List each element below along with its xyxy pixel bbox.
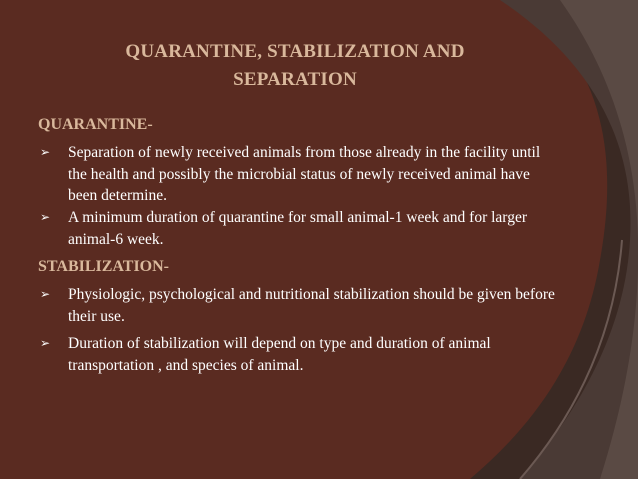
bullet-item [40,333,560,376]
bullet-item [40,207,560,250]
bullet-arrow-icon: ➢ [40,210,51,224]
bullet-text: A minimum duration of quarantine for small animal-1 week and for larger animal-6 week. [68,209,527,248]
bullet-arrow-icon: ➢ [40,145,51,159]
bullet-item [40,142,560,207]
bullet-item [40,284,560,327]
slide-title-line-2: SEPARATION [233,69,357,90]
slide-title [90,38,500,94]
bullet-arrow-icon: ➢ [40,336,51,350]
section-heading-quarantine: QUARANTINE- [38,116,153,133]
bullet-text: Separation of newly received animals from those already in the facility until the health and possibly the microbial status of newly received animal have been determine. [68,144,541,204]
slide-title-line-1: QUARANTINE, STABILIZATION AND [125,41,465,62]
bullet-text: Physiologic, psychological and nutritional stabilization should be given before their use. [68,286,555,325]
section-heading-stabilization: STABILIZATION- [38,258,169,275]
bullet-arrow-icon: ➢ [40,287,51,301]
bullet-text: Duration of stabilization will depend on type and duration of animal transportation , and species of animal. [68,335,491,374]
